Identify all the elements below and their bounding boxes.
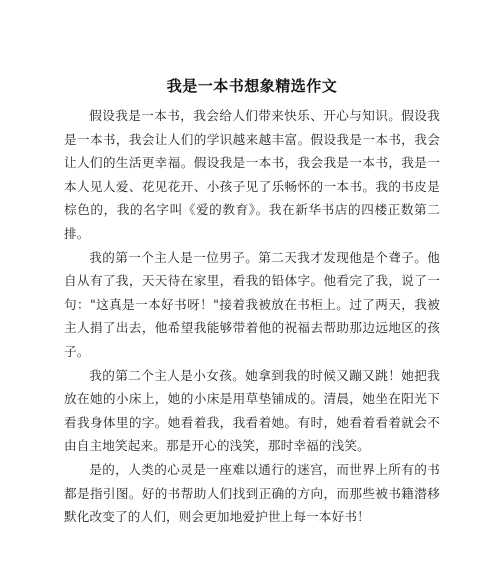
paragraph: 是的，人类的心灵是一座难以通行的迷宫，而世界上所有的书都是指引图。好的书帮助人们找到正确的方向，而那些被书籍潜移默化改变了的人们，则会更加地爱护世上每一本好书！ <box>64 461 440 525</box>
paragraph: 我的第二个主人是小女孩。她拿到我的时候又蹦又跳！她把我放在她的小床上，她的小床是用草垫铺成的。清晨，她坐在阳光下看我身体里的字。她看着我，我看着她。有时，她看着看着就会不由自主地笑起来。那是开心的浅笑，那时幸福的浅笑。 <box>64 367 440 454</box>
document-title: 我是一本书想象精选作文 <box>166 77 338 95</box>
document-body <box>64 104 440 529</box>
paragraph: 假设我是一本书，我会给人们带来快乐、开心与知识。假设我是一本书，我会让人们的学识越来越丰富。假设我是一本书，我会让人们的生活更幸福。假设我是一本书，我会我是一本书，我是一本人见人爱、花见花开、小孩子见了乐畅怀的一本书。我的书皮是棕色的，我的名字叫《爱的教育》。我在新华书店的四楼正数第二排。 <box>64 108 440 241</box>
paragraph: 我的第一个主人是一位男子。第二天我才发现他是个聋子。他自从有了我，天天待在家里，看我的铅体字。他看完了我，说了一句："这真是一本好书呀！"接着我被放在书柜上。过了两天，我被主人捐了出去，他希望我能够带着他的祝福去帮助那边远地区的孩子。 <box>64 249 440 359</box>
